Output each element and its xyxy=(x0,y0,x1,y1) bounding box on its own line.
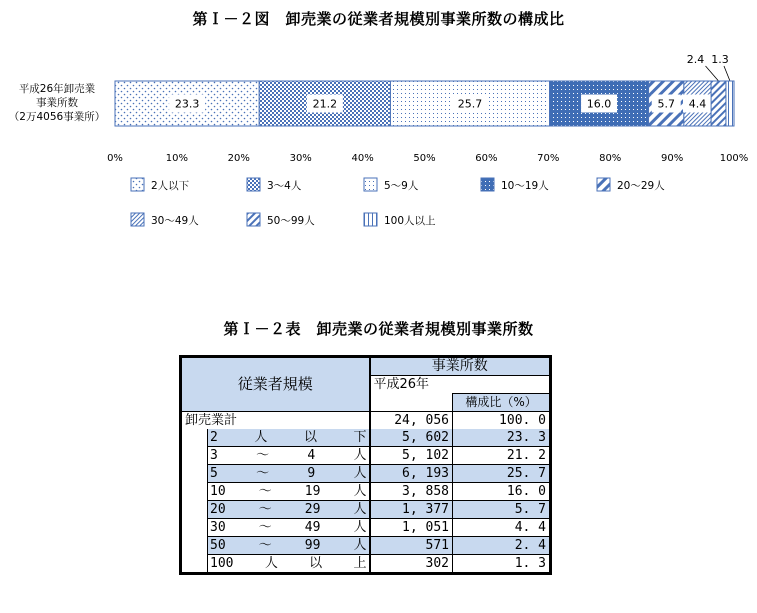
header-year: 平成26年 xyxy=(370,376,551,394)
data-label-8: 1.3 xyxy=(711,53,729,66)
bar-segment-8 xyxy=(726,81,734,126)
row-indent xyxy=(181,447,208,465)
size-label-part: 人 xyxy=(353,466,367,481)
table-row xyxy=(181,483,551,501)
leader-line-7 xyxy=(706,66,719,81)
legend-swatch-3 xyxy=(364,178,377,191)
row-label-line-1: 平成26年卸売業 xyxy=(18,83,96,95)
size-label xyxy=(208,429,370,447)
table-row xyxy=(181,555,551,574)
size-label-part: 30 xyxy=(210,520,226,535)
legend-swatch-8 xyxy=(364,213,377,226)
row-indent xyxy=(181,537,208,555)
size-label-part: ～ xyxy=(258,502,272,517)
data-label-7: 2.4 xyxy=(686,53,705,66)
row-label-line-2: 事業所数 xyxy=(36,97,78,109)
size-label-part: 49 xyxy=(304,520,321,535)
data-table xyxy=(179,355,552,575)
size-label-part: 100 xyxy=(210,556,234,571)
size-label-part: 人 xyxy=(353,538,367,553)
legend-label-6: 30～49人 xyxy=(151,215,199,227)
data-label-3: 25.7 xyxy=(457,97,483,111)
size-label-part: 人 xyxy=(353,484,367,499)
legend-swatch-6 xyxy=(131,213,144,226)
legend-label-3: 5～9人 xyxy=(384,180,419,192)
size-label xyxy=(208,537,370,555)
x-tick-label: 30% xyxy=(289,153,312,164)
leader-line-8 xyxy=(724,66,730,81)
legend-swatch-1 xyxy=(131,178,144,191)
row-label-line-3: （2万4056事業所） xyxy=(8,111,106,123)
row-indent xyxy=(181,555,208,574)
table-row xyxy=(181,501,551,519)
size-label-part: 人 xyxy=(353,448,367,463)
x-tick-label: 90% xyxy=(660,153,684,164)
table-row xyxy=(181,465,551,483)
size-label-part: ～ xyxy=(258,538,272,553)
row-indent xyxy=(181,429,208,447)
size-label-part: ～ xyxy=(258,520,272,535)
table-title: 第Ｉ－２表 卸売業の従業者規模別事業所数 xyxy=(223,320,534,338)
size-label-part: 下 xyxy=(353,430,367,445)
total-ratio: 100. 0 xyxy=(453,412,551,430)
size-label-part: 人 xyxy=(353,502,367,517)
size-label-part: ～ xyxy=(256,466,270,481)
size-label-part: 人 xyxy=(264,556,278,571)
x-tick-label: 10% xyxy=(165,153,189,164)
ratio-cell: 4. 4 xyxy=(453,519,551,537)
size-label-part: 人 xyxy=(254,430,268,445)
size-label-part: 99 xyxy=(304,538,321,553)
legend-label-8: 100人以上 xyxy=(384,215,436,227)
size-label xyxy=(208,465,370,483)
size-label xyxy=(208,519,370,537)
legend-label-1: 2人以下 xyxy=(151,180,190,192)
bar-segment-7 xyxy=(711,81,726,126)
ratio-cell: 25. 7 xyxy=(453,465,551,483)
header-size: 従業者規模 xyxy=(181,357,370,412)
legend-swatch-2 xyxy=(247,178,260,191)
count-cell: 5, 602 xyxy=(370,429,453,447)
size-label-part: 9 xyxy=(307,466,316,481)
row-indent xyxy=(181,519,208,537)
header-count: 事業所数 xyxy=(370,357,551,376)
size-label xyxy=(208,555,370,574)
size-label-part: 50 xyxy=(210,538,226,553)
size-label-part: ～ xyxy=(256,448,270,463)
size-label-part: 上 xyxy=(353,556,367,571)
size-label-part: 10 xyxy=(210,484,226,499)
stacked-bar-chart xyxy=(0,0,757,300)
size-label-part: 4 xyxy=(307,448,316,463)
x-tick-label: 70% xyxy=(537,153,560,164)
header-ratio: 構成比（%） xyxy=(453,394,551,412)
size-label-part: 以 xyxy=(309,556,323,571)
total-label: 卸売業計 xyxy=(185,413,238,428)
table-row xyxy=(181,537,551,555)
ratio-cell: 2. 4 xyxy=(453,537,551,555)
x-tick-label: 0% xyxy=(107,153,123,164)
size-label-part: 5 xyxy=(210,466,218,481)
data-label-6: 4.4 xyxy=(688,97,707,111)
table-row xyxy=(181,429,551,447)
data-label-2: 21.2 xyxy=(312,97,338,111)
x-tick-label: 100% xyxy=(719,153,749,164)
x-tick-label: 40% xyxy=(351,153,374,164)
size-label xyxy=(208,501,370,519)
count-cell: 302 xyxy=(370,555,453,574)
table-row xyxy=(181,519,551,537)
count-cell: 1, 377 xyxy=(370,501,453,519)
size-label-part: 20 xyxy=(210,502,226,517)
ratio-cell: 16. 0 xyxy=(453,483,551,501)
ratio-cell: 21. 2 xyxy=(453,447,551,465)
data-label-4: 16.0 xyxy=(586,97,612,111)
size-label-part: 29 xyxy=(304,502,321,517)
count-cell: 1, 051 xyxy=(370,519,453,537)
legend-label-2: 3～4人 xyxy=(267,180,302,192)
size-label-part: 3 xyxy=(210,448,218,463)
row-indent xyxy=(181,465,208,483)
ratio-cell: 5. 7 xyxy=(453,501,551,519)
legend-label-5: 20～29人 xyxy=(617,180,665,192)
legend-swatch-4 xyxy=(481,178,494,191)
chart-title: 第Ｉ－２図 卸売業の従業者規模別事業所数の構成比 xyxy=(192,10,565,28)
total-count: 24, 056 xyxy=(370,412,453,430)
count-cell: 3, 858 xyxy=(370,483,453,501)
row-indent xyxy=(181,483,208,501)
ratio-cell: 1. 3 xyxy=(453,555,551,574)
count-cell: 571 xyxy=(370,537,453,555)
x-tick-label: 20% xyxy=(227,153,250,164)
size-label xyxy=(208,447,370,465)
table-row xyxy=(181,447,551,465)
data-label-5: 5.7 xyxy=(657,97,675,111)
legend-swatch-7 xyxy=(247,213,260,226)
x-tick-label: 60% xyxy=(475,153,498,164)
size-label xyxy=(208,483,370,501)
legend-label-4: 10～19人 xyxy=(501,180,549,192)
size-label-part: 以 xyxy=(303,430,317,445)
count-cell: 6, 193 xyxy=(370,465,453,483)
ratio-cell: 23. 3 xyxy=(453,429,551,447)
legend-swatch-5 xyxy=(597,178,610,191)
data-label-1: 23.3 xyxy=(174,97,200,111)
x-tick-label: 80% xyxy=(599,153,622,164)
legend-label-7: 50～99人 xyxy=(267,215,315,227)
size-label-part: 人 xyxy=(353,520,367,535)
size-label-part: 2 xyxy=(210,430,218,445)
size-label-part: 19 xyxy=(304,484,321,499)
size-label-part: ～ xyxy=(258,484,272,499)
x-tick-label: 50% xyxy=(413,153,436,164)
count-cell: 5, 102 xyxy=(370,447,453,465)
row-indent xyxy=(181,501,208,519)
